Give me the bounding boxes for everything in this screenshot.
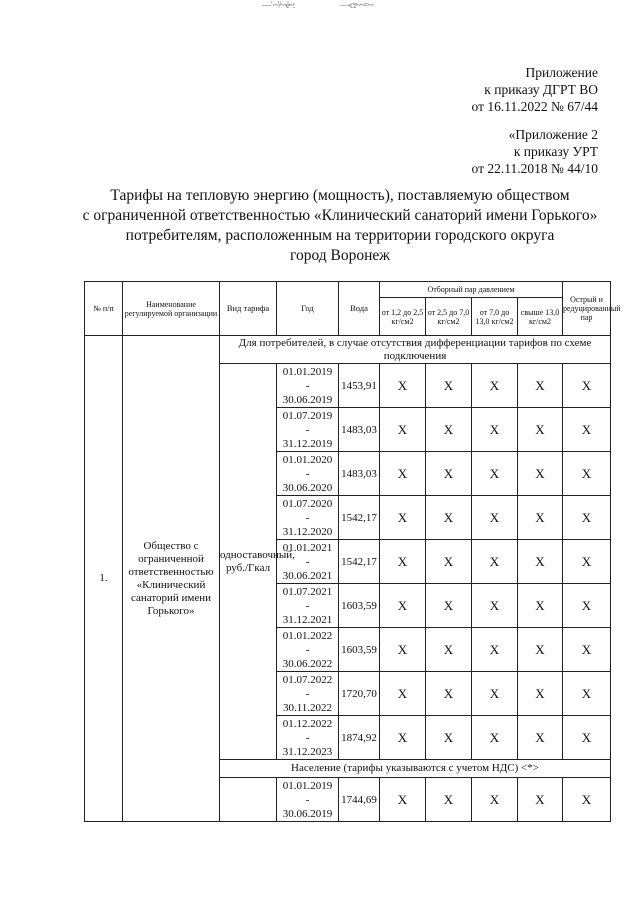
period-dash: - bbox=[305, 467, 310, 480]
x-mark: X bbox=[426, 778, 472, 822]
water-value: 1542,17 bbox=[339, 496, 380, 540]
period-dash: - bbox=[305, 555, 310, 568]
organization-name: Общество с ограниченной ответственностью «Клинический санаторий имени Горького» bbox=[123, 336, 220, 822]
x-mark: X bbox=[563, 540, 611, 584]
period-from: 01.01.2021 bbox=[282, 541, 333, 554]
period-cell bbox=[277, 778, 339, 822]
period-from: 01.07.2021 bbox=[282, 585, 333, 598]
water-value: 1720,70 bbox=[339, 672, 380, 716]
x-mark: X bbox=[518, 496, 563, 540]
x-mark: X bbox=[472, 584, 518, 628]
period-to: 30.06.2019 bbox=[282, 807, 333, 820]
appendix-line: к приказу ДГРТ ВО bbox=[484, 82, 598, 97]
appendix-line: от 22.11.2018 № 44/10 bbox=[471, 161, 598, 176]
x-mark: X bbox=[472, 778, 518, 822]
period-to: 30.06.2019 bbox=[282, 393, 333, 406]
x-mark: X bbox=[563, 364, 611, 408]
x-mark: X bbox=[426, 452, 472, 496]
x-mark: X bbox=[426, 584, 472, 628]
x-mark: X bbox=[426, 364, 472, 408]
period-dash: - bbox=[305, 643, 310, 656]
period-dash: - bbox=[305, 687, 310, 700]
title-line: с ограниченной ответственностью «Клинический санаторий имени Горького» bbox=[82, 207, 598, 224]
header-water: Вода bbox=[339, 282, 380, 336]
x-mark: X bbox=[426, 408, 472, 452]
period-from: 01.01.2022 bbox=[282, 629, 333, 642]
period-to: 30.06.2021 bbox=[282, 569, 333, 582]
appendix-line: от 16.11.2022 № 67/44 bbox=[471, 99, 598, 114]
title-line: Тарифы на тепловую энергию (мощность), поставляемую обществом bbox=[110, 187, 570, 204]
x-mark: X bbox=[380, 628, 426, 672]
period-from: 01.07.2020 bbox=[282, 497, 333, 510]
section-label: Население (тарифы указываются с учетом НДС) <*> bbox=[220, 760, 611, 778]
period-to: 30.06.2020 bbox=[282, 481, 333, 494]
scan-mark: —`·~'/~·ё~: bbox=[262, 0, 295, 10]
water-value: 1483,03 bbox=[339, 408, 380, 452]
water-value: 1542,17 bbox=[339, 540, 380, 584]
appendix-header bbox=[472, 64, 598, 115]
x-mark: X bbox=[518, 672, 563, 716]
period-to: 31.12.2023 bbox=[282, 745, 333, 758]
period-cell bbox=[277, 452, 339, 496]
period-cell bbox=[277, 540, 339, 584]
scan-mark: —·ст~~=~· bbox=[340, 0, 374, 10]
x-mark: X bbox=[380, 364, 426, 408]
water-value: 1744,69 bbox=[339, 778, 380, 822]
x-mark: X bbox=[563, 628, 611, 672]
header-pressure-3: от 7,0 до 13,0 кг/см2 bbox=[472, 298, 518, 336]
title-line: потребителям, расположенным на территории городского округа bbox=[125, 227, 555, 244]
x-mark: X bbox=[426, 628, 472, 672]
period-dash: - bbox=[305, 379, 310, 392]
x-mark: X bbox=[518, 584, 563, 628]
x-mark: X bbox=[380, 672, 426, 716]
x-mark: X bbox=[518, 364, 563, 408]
period-from: 01.01.2020 bbox=[282, 453, 333, 466]
period-to: 31.12.2019 bbox=[282, 437, 333, 450]
x-mark: X bbox=[563, 778, 611, 822]
period-from: 01.07.2019 bbox=[282, 409, 333, 422]
period-dash: - bbox=[305, 731, 310, 744]
x-mark: X bbox=[563, 716, 611, 760]
x-mark: X bbox=[563, 408, 611, 452]
water-value: 1603,59 bbox=[339, 584, 380, 628]
x-mark: X bbox=[380, 716, 426, 760]
appendix-header-2 bbox=[472, 126, 598, 177]
x-mark: X bbox=[472, 496, 518, 540]
header-num: № п/п bbox=[85, 282, 123, 336]
period-cell bbox=[277, 716, 339, 760]
period-dash: - bbox=[305, 511, 310, 524]
section-label: Для потребителей, в случае отсутствия дифференциации тарифов по схеме подключения bbox=[220, 336, 611, 364]
tariff-type-empty bbox=[220, 778, 277, 822]
row-number: 1. bbox=[85, 336, 123, 822]
x-mark: X bbox=[426, 496, 472, 540]
period-cell bbox=[277, 584, 339, 628]
period-to: 30.06.2022 bbox=[282, 657, 333, 670]
x-mark: X bbox=[563, 496, 611, 540]
x-mark: X bbox=[518, 408, 563, 452]
appendix-line: Приложение bbox=[525, 65, 598, 80]
period-to: 31.12.2020 bbox=[282, 525, 333, 538]
header-year: Год bbox=[277, 282, 339, 336]
header-pressure-4: свыше 13,0 кг/см2 bbox=[518, 298, 563, 336]
x-mark: X bbox=[518, 452, 563, 496]
appendix-line: к приказу УРТ bbox=[513, 144, 598, 159]
x-mark: X bbox=[472, 408, 518, 452]
title-line: город Воронеж bbox=[289, 247, 390, 264]
x-mark: X bbox=[472, 716, 518, 760]
header-tariff-type: Вид тарифа bbox=[220, 282, 277, 336]
x-mark: X bbox=[472, 628, 518, 672]
header-pressure-2: от 2,5 до 7,0 кг/см2 bbox=[426, 298, 472, 336]
x-mark: X bbox=[426, 540, 472, 584]
period-from: 01.01.2019 bbox=[282, 779, 333, 792]
appendix-line: «Приложение 2 bbox=[508, 127, 598, 142]
tariff-type: одноставочный, руб./Гкал bbox=[220, 364, 277, 760]
x-mark: X bbox=[518, 540, 563, 584]
header-sharp-steam: Острый и редуцированный пар bbox=[563, 282, 611, 336]
period-from: 01.01.2019 bbox=[282, 365, 333, 378]
header-steam-group: Отборный пар давлением bbox=[380, 282, 563, 298]
x-mark: X bbox=[518, 716, 563, 760]
tariff-table bbox=[84, 281, 621, 822]
x-mark: X bbox=[472, 672, 518, 716]
x-mark: X bbox=[563, 584, 611, 628]
x-mark: X bbox=[472, 364, 518, 408]
period-dash: - bbox=[305, 793, 310, 806]
period-to: 31.12.2021 bbox=[282, 613, 333, 626]
x-mark: X bbox=[380, 584, 426, 628]
period-cell bbox=[277, 672, 339, 716]
water-value: 1874,92 bbox=[339, 716, 380, 760]
header-org: Наименование регулируемой организации bbox=[123, 282, 220, 336]
x-mark: X bbox=[563, 672, 611, 716]
x-mark: X bbox=[426, 716, 472, 760]
water-value: 1483,03 bbox=[339, 452, 380, 496]
x-mark: X bbox=[380, 540, 426, 584]
x-mark: X bbox=[518, 628, 563, 672]
period-dash: - bbox=[305, 599, 310, 612]
water-value: 1603,59 bbox=[339, 628, 380, 672]
x-mark: X bbox=[380, 452, 426, 496]
period-cell bbox=[277, 496, 339, 540]
period-from: 01.12.2022 bbox=[282, 717, 333, 730]
x-mark: X bbox=[380, 408, 426, 452]
x-mark: X bbox=[380, 778, 426, 822]
period-cell bbox=[277, 364, 339, 408]
period-cell bbox=[277, 628, 339, 672]
period-cell bbox=[277, 408, 339, 452]
x-mark: X bbox=[472, 452, 518, 496]
header-pressure-1: от 1,2 до 2,5 кг/см2 bbox=[380, 298, 426, 336]
period-from: 01.07.2022 bbox=[282, 673, 333, 686]
water-value: 1453,91 bbox=[339, 364, 380, 408]
document-title bbox=[40, 186, 640, 266]
period-dash: - bbox=[305, 423, 310, 436]
x-mark: X bbox=[426, 672, 472, 716]
x-mark: X bbox=[563, 452, 611, 496]
period-to: 30.11.2022 bbox=[282, 701, 333, 714]
x-mark: X bbox=[518, 778, 563, 822]
x-mark: X bbox=[472, 540, 518, 584]
x-mark: X bbox=[380, 496, 426, 540]
